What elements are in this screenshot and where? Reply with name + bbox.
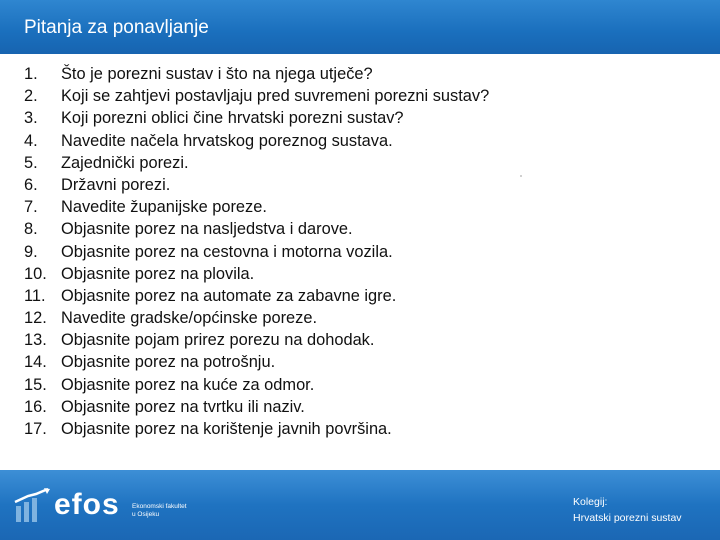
list-item xyxy=(24,130,704,152)
list-item-number: 9. xyxy=(24,242,38,261)
logo-subtitle-line1: Ekonomski fakultet xyxy=(132,503,187,510)
list-item-number: 11. xyxy=(24,286,46,305)
list-item xyxy=(24,307,704,329)
list-item xyxy=(24,263,704,285)
logo-subtitle-line2: u Osijeku xyxy=(132,511,160,518)
list-item xyxy=(24,285,704,307)
list-item-text: Državni porezi. xyxy=(61,175,171,194)
list-item xyxy=(24,396,704,418)
list-item-text: Objasnite porez na tvrtku ili naziv. xyxy=(61,397,305,416)
list-item-text: Navedite županijske poreze. xyxy=(61,198,267,217)
list-item-number: 6. xyxy=(24,175,38,194)
list-item xyxy=(24,174,704,196)
list-item-number: 17. xyxy=(24,420,47,438)
speck xyxy=(520,175,522,177)
list-item-text: Što je porezni sustav i što na njega utječe? xyxy=(61,65,373,83)
list-item-text: Navedite načela hrvatskog poreznog sustava. xyxy=(61,131,393,150)
list-item-number: 8. xyxy=(24,220,38,239)
list-item-text: Objasnite porez na korištenje javnih površina. xyxy=(61,420,392,438)
course-name: Hrvatski porezni sustav xyxy=(573,512,682,524)
list-item xyxy=(24,218,704,240)
list-item xyxy=(24,107,704,129)
list-item xyxy=(24,85,704,107)
list-item-number: 14. xyxy=(24,353,47,372)
list-item-text: Objasnite porez na nasljedstva i darove. xyxy=(61,220,353,239)
list-item-number: 5. xyxy=(24,153,38,172)
list-item-text: Zajednički porezi. xyxy=(61,153,189,172)
list-item xyxy=(24,196,704,218)
list-item xyxy=(24,351,704,373)
list-item xyxy=(24,241,704,263)
list-item-number: 12. xyxy=(24,309,47,328)
list-item-text: Objasnite porez na plovila. xyxy=(61,264,255,283)
list-item-number: 1. xyxy=(24,65,38,83)
logo-wordmark: efos xyxy=(54,488,120,521)
list-item-number: 3. xyxy=(24,109,38,128)
list-item-text: Objasnite pojam prirez porezu na dohodak. xyxy=(61,331,375,350)
efos-logo xyxy=(14,488,214,528)
list-item xyxy=(24,63,704,85)
list-item-number: 15. xyxy=(24,375,47,394)
logo-subtitle xyxy=(132,503,187,519)
list-item-number: 4. xyxy=(24,131,38,150)
list-item xyxy=(24,374,704,396)
title-bar xyxy=(0,0,720,54)
list-item xyxy=(24,329,704,351)
course-info xyxy=(573,494,682,526)
course-label: Kolegij: xyxy=(573,496,608,508)
list-item-text: Objasnite porez na potrošnju. xyxy=(61,353,276,372)
page-title: Pitanja za ponavljanje xyxy=(24,17,209,38)
list-item-text: Objasnite porez na automate za zabavne igre. xyxy=(61,286,397,305)
list-item-number: 16. xyxy=(24,397,47,416)
list-item xyxy=(24,152,704,174)
list-item-number: 7. xyxy=(24,198,38,217)
list-item-text: Objasnite porez na cestovna i motorna vozila. xyxy=(61,242,393,261)
list-item-number: 2. xyxy=(24,87,38,106)
list-item-text: Navedite gradske/općinske poreze. xyxy=(61,309,318,328)
list-item xyxy=(24,418,704,440)
list-item-text: Koji porezni oblici čine hrvatski porezni sustav? xyxy=(61,109,404,128)
list-item-number: 10. xyxy=(24,264,47,283)
list-item-text: Objasnite porez na kuće za odmor. xyxy=(61,375,315,394)
list-item-number: 13. xyxy=(24,331,47,350)
question-list xyxy=(24,63,704,440)
list-item-text: Koji se zahtjevi postavljaju pred suvremeni porezni sustav? xyxy=(61,87,490,106)
footer-bar xyxy=(0,470,720,540)
efos-logo-icon xyxy=(14,488,52,524)
